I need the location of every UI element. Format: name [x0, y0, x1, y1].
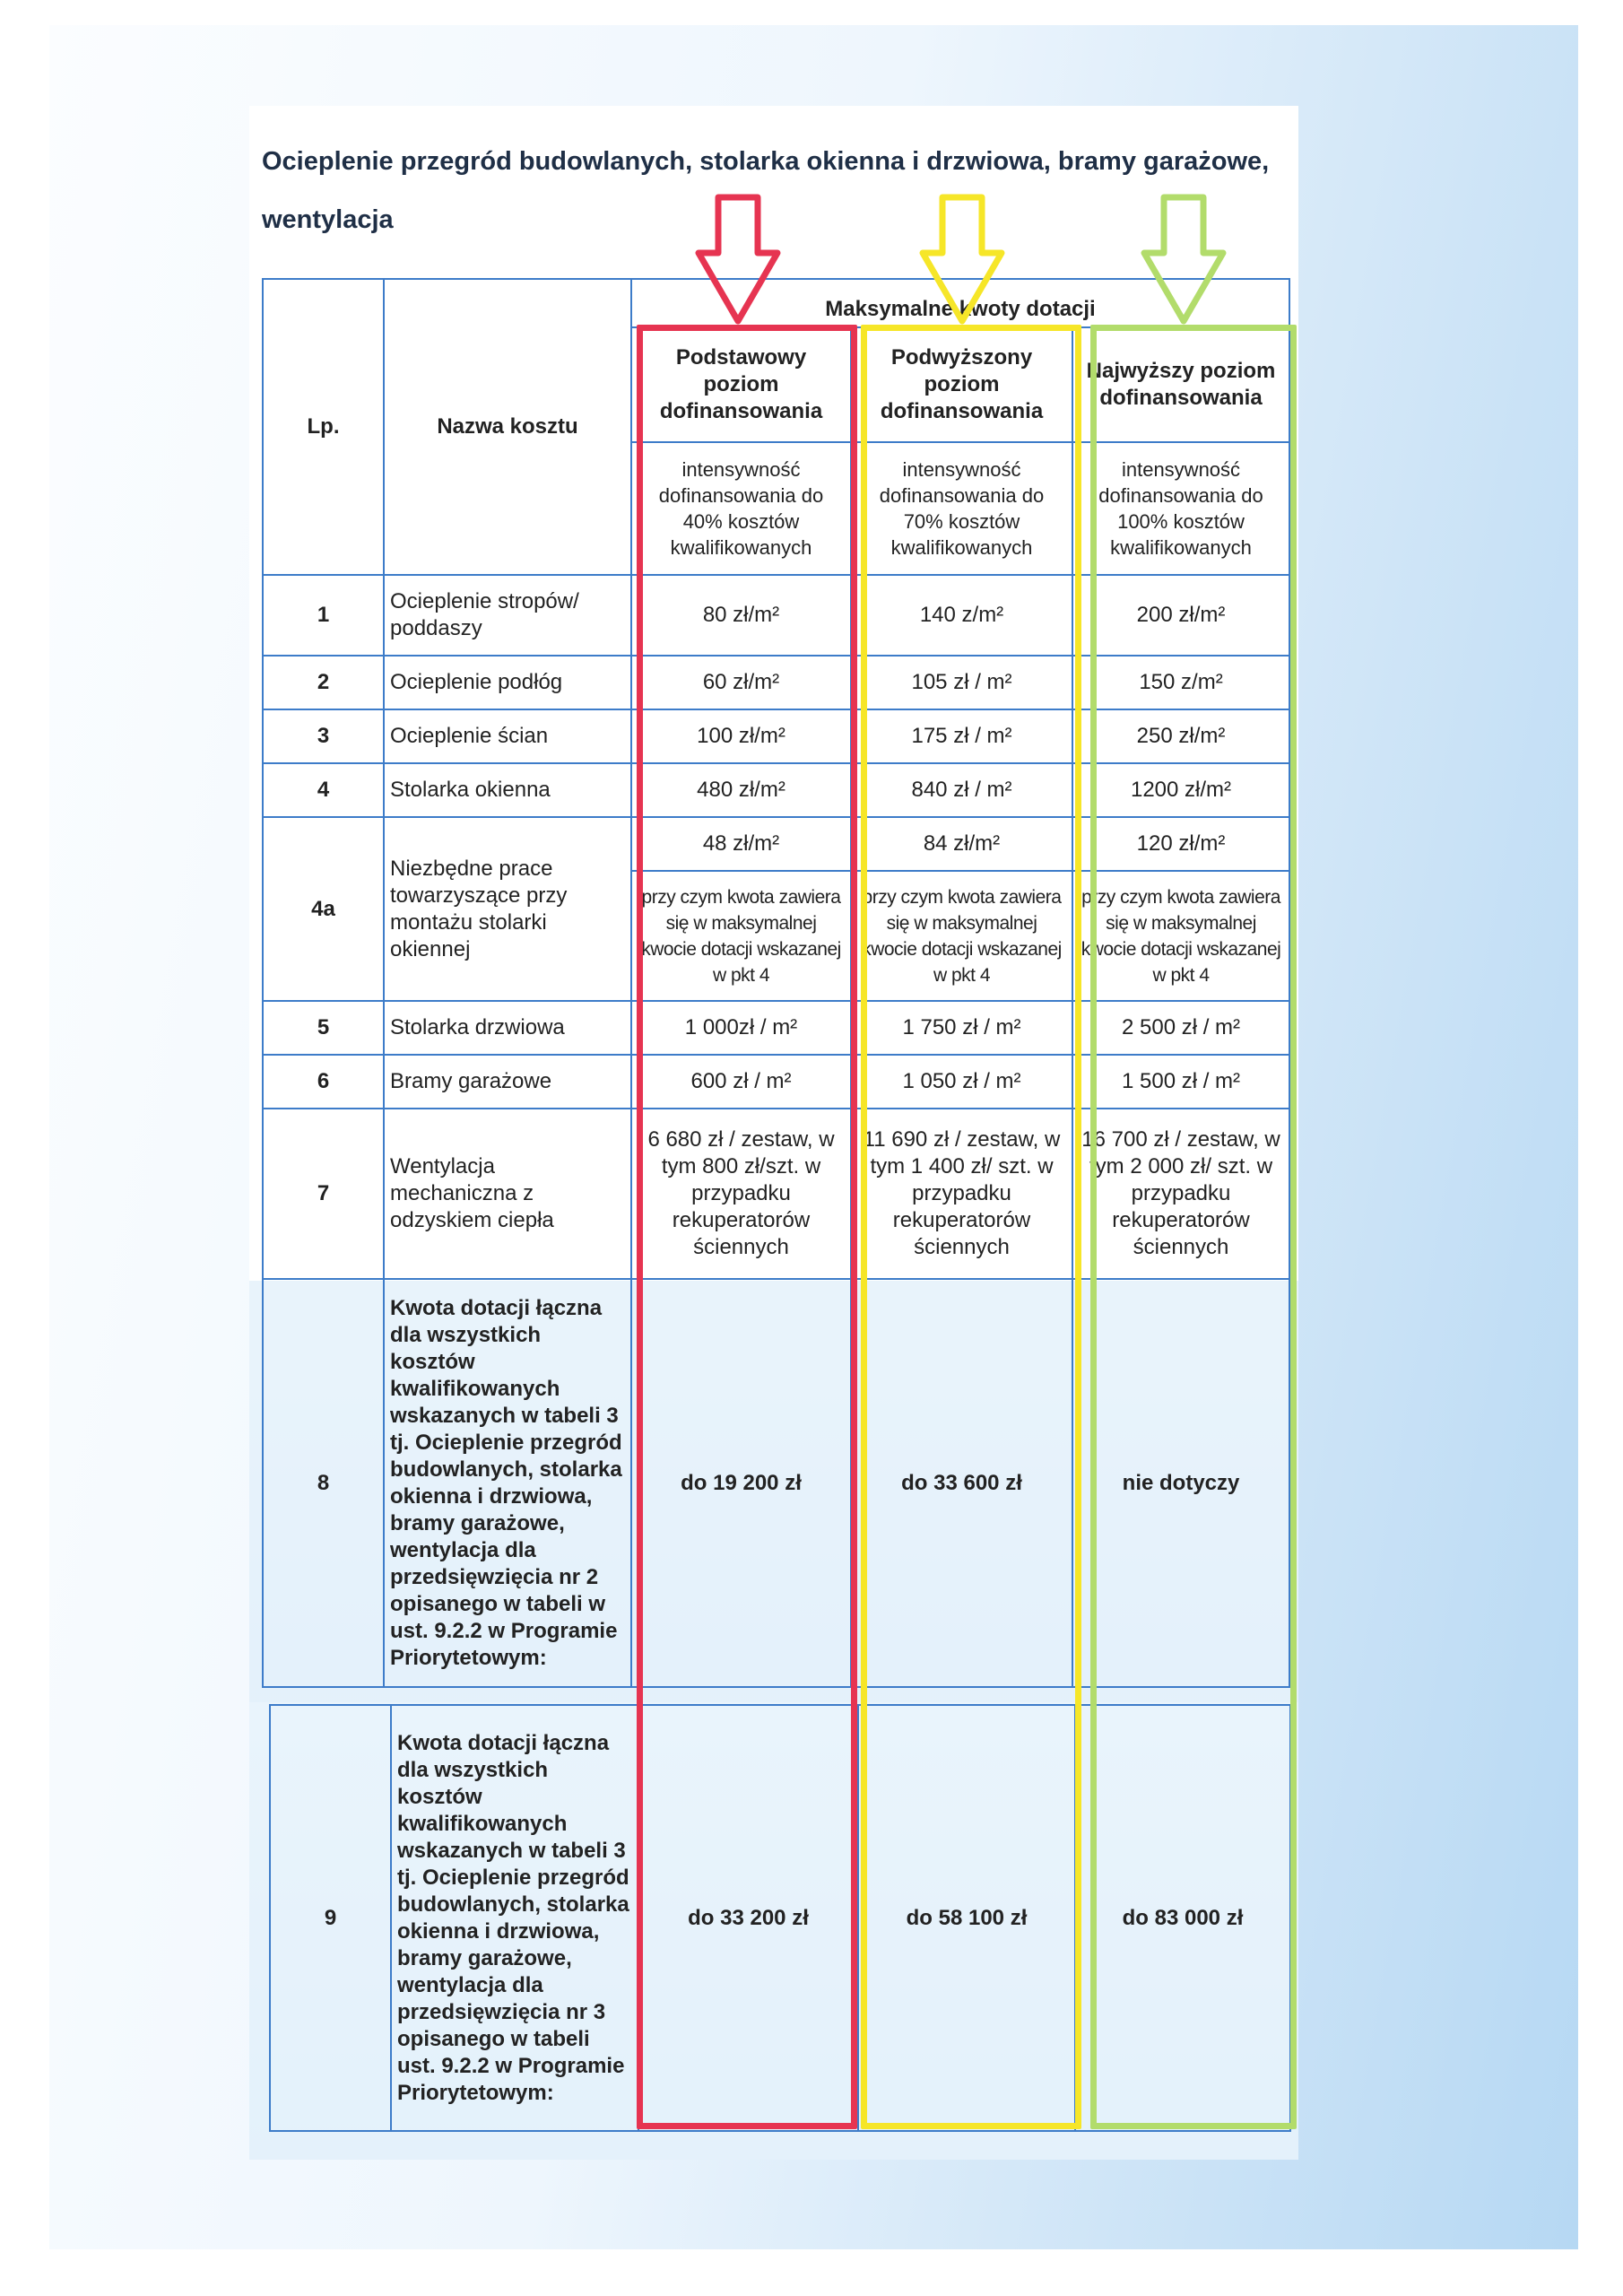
row-value-raised: 1 750 zł / m²: [851, 1001, 1072, 1055]
table-row: [263, 656, 1289, 709]
header-lp: Lp.: [263, 279, 384, 575]
table-row: [270, 1705, 1290, 2131]
row-value-raised: 175 zł / m²: [851, 709, 1072, 763]
table-row: [263, 817, 1289, 871]
header-level-highest: Najwyższy poziom dofinansowania: [1072, 327, 1289, 442]
table-row: [263, 1279, 1289, 1687]
row-value-raised: 1 050 zł / m²: [851, 1055, 1072, 1109]
row-name: Ocieplenie podłóg: [384, 656, 631, 709]
row-value-highest: 120 zł/m²: [1072, 817, 1289, 871]
row-note-basic: przy czym kwota zawiera się w maksymalnej kwocie dotacji wskazanej w pkt 4: [631, 871, 851, 1001]
row-name: Niezbędne prace towarzyszące przy montażu stolarki okiennej: [384, 817, 631, 1001]
row-value-basic: 480 zł/m²: [631, 763, 851, 817]
row-value-highest: do 83 000 zł: [1075, 1705, 1290, 2131]
row-lp: 4: [263, 763, 384, 817]
row-lp: 8: [263, 1279, 384, 1687]
row-value-basic: 6 680 zł / zestaw, w tym 800 zł/szt. w przypadku rekuperatorów ściennych: [631, 1109, 851, 1279]
header-level-basic: Podstawowy poziom dofinansowania: [631, 327, 851, 442]
row-value-highest: 1 500 zł / m²: [1072, 1055, 1289, 1109]
subsidy-table-total: [269, 1704, 1291, 2132]
header-desc-raised: intensywność dofinansowania do 70% kosztów kwalifikowanych: [851, 442, 1072, 575]
row-name: Kwota dotacji łączna dla wszystkich kosztów kwalifikowanych wskazanych w tabeli 3 tj. Ocieplenie przegród budowlanych, stolarka okienna i drzwiowa, bramy garażowe, wentylacja dla przedsięwzięcia nr 3 opisanego w tabeli ust. 9.2.2 w Programie Priorytetowym:: [391, 1705, 638, 2131]
row-lp: 2: [263, 656, 384, 709]
header-desc-basic: intensywność dofinansowania do 40% kosztów kwalifikowanych: [631, 442, 851, 575]
row-value-raised: 840 zł / m²: [851, 763, 1072, 817]
row-name: Bramy garażowe: [384, 1055, 631, 1109]
row-value-highest: 150 z/m²: [1072, 656, 1289, 709]
row-value-raised: do 33 600 zł: [851, 1279, 1072, 1687]
arrow-down-red-icon: [693, 194, 783, 328]
row-lp: 7: [263, 1109, 384, 1279]
row-lp: 5: [263, 1001, 384, 1055]
row-value-basic: do 33 200 zł: [638, 1705, 858, 2131]
row-lp: 1: [263, 575, 384, 656]
row-name: Stolarka drzwiowa: [384, 1001, 631, 1055]
row-value-raised: 84 zł/m²: [851, 817, 1072, 871]
row-value-basic: 80 zł/m²: [631, 575, 851, 656]
row-value-basic: 1 000zł / m²: [631, 1001, 851, 1055]
row-value-basic: 600 zł / m²: [631, 1055, 851, 1109]
table-row: [263, 1055, 1289, 1109]
table-row: [263, 575, 1289, 656]
row-value-basic: 60 zł/m²: [631, 656, 851, 709]
row-lp: 4a: [263, 817, 384, 1001]
header-name: Nazwa kosztu: [384, 279, 631, 575]
row-note-highest: przy czym kwota zawiera się w maksymalnej kwocie dotacji wskazanej w pkt 4: [1072, 871, 1289, 1001]
row-name: Wentylacja mechaniczna z odzyskiem ciepła: [384, 1109, 631, 1279]
row-name: Kwota dotacji łączna dla wszystkich kosztów kwalifikowanych wskazanych w tabeli 3 tj. Ocieplenie przegród budowlanych, stolarka okienna i drzwiowa, bramy garażowe, wentylacja dla przedsięwzięcia nr 2 opisanego w tabeli w ust. 9.2.2 w Programie Priorytetowym:: [384, 1279, 631, 1687]
row-value-highest: 200 zł/m²: [1072, 575, 1289, 656]
row-value-highest: 1200 zł/m²: [1072, 763, 1289, 817]
row-value-basic: 100 zł/m²: [631, 709, 851, 763]
header-level-raised: Podwyższony poziom dofinansowania: [851, 327, 1072, 442]
row-value-highest: nie dotyczy: [1072, 1279, 1289, 1687]
table-row: [263, 1109, 1289, 1279]
subsidy-table: [262, 278, 1290, 1688]
table-row: [263, 763, 1289, 817]
row-value-raised: 11 690 zł / zestaw, w tym 1 400 zł/ szt. w przypadku rekuperatorów ściennych: [851, 1109, 1072, 1279]
arrow-down-green-icon: [1139, 194, 1228, 328]
table-row: [263, 709, 1289, 763]
row-value-basic: do 19 200 zł: [631, 1279, 851, 1687]
table-row: [263, 1001, 1289, 1055]
row-value-raised: 140 z/m²: [851, 575, 1072, 656]
row-name: Ocieplenie ścian: [384, 709, 631, 763]
row-value-basic: 48 zł/m²: [631, 817, 851, 871]
row-name: Stolarka okienna: [384, 763, 631, 817]
row-name: Ocieplenie stropów/ poddaszy: [384, 575, 631, 656]
header-group: Maksymalne kwoty dotacji: [631, 279, 1289, 327]
row-note-raised: przy czym kwota zawiera się w maksymalnej kwocie dotacji wskazanej w pkt 4: [851, 871, 1072, 1001]
row-value-raised: do 58 100 zł: [858, 1705, 1075, 2131]
row-value-highest: 250 zł/m²: [1072, 709, 1289, 763]
row-lp: 3: [263, 709, 384, 763]
document-title: Ocieplenie przegród budowlanych, stolarka okienna i drzwiowa, bramy garażowe, wentylacja: [262, 147, 1270, 234]
row-value-raised: 105 zł / m²: [851, 656, 1072, 709]
row-value-highest: 16 700 zł / zestaw, w tym 2 000 zł/ szt. w przypadku rekuperatorów ściennych: [1072, 1109, 1289, 1279]
arrow-down-yellow-icon: [917, 194, 1007, 328]
header-desc-highest: intensywność dofinansowania do 100% kosztów kwalifikowanych: [1072, 442, 1289, 575]
row-value-highest: 2 500 zł / m²: [1072, 1001, 1289, 1055]
row-lp: 6: [263, 1055, 384, 1109]
document-page: [249, 106, 1298, 2160]
row-lp: 9: [270, 1705, 391, 2131]
